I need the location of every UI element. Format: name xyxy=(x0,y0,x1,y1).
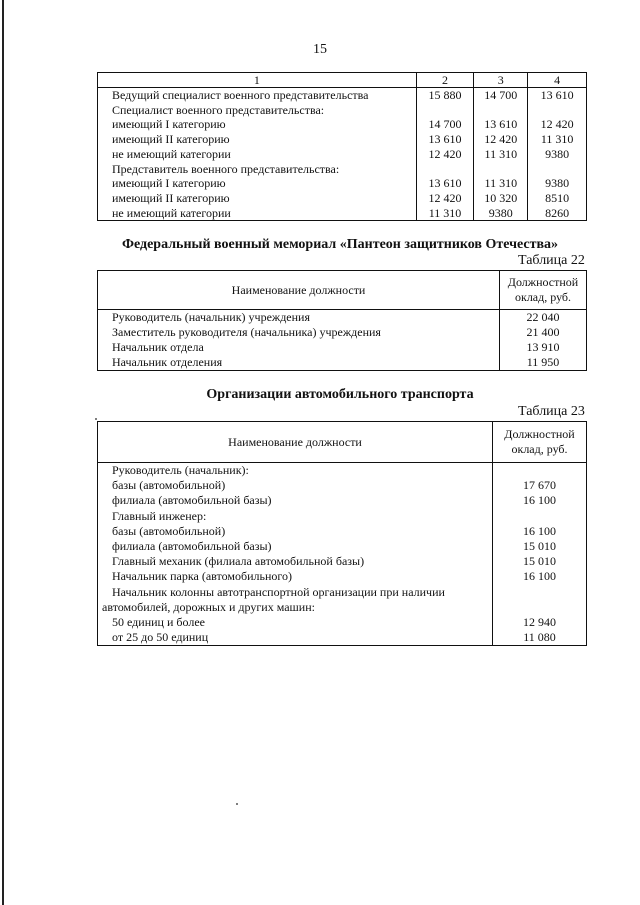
table-row xyxy=(98,539,587,554)
salary-cell: 11 310 xyxy=(416,206,474,221)
salary-cell: 12 420 xyxy=(540,117,574,132)
salary-cell xyxy=(528,103,587,118)
position-name-cell: не имеющий категории xyxy=(98,206,417,221)
salary-cell: 10 320 xyxy=(474,191,528,206)
table-header-row xyxy=(98,271,587,310)
scan-speck xyxy=(95,418,97,420)
salary-cell: 11 310 xyxy=(474,147,528,162)
table-row xyxy=(98,206,587,221)
table-row xyxy=(98,463,587,479)
section-title-auto-transport: Организации автомобильного транспорта xyxy=(206,387,474,402)
salary-cell: 17 670 xyxy=(523,478,557,493)
position-name-cell: не имеющий категории xyxy=(98,147,417,162)
position-name-cell: Руководитель (начальник) учреждения xyxy=(98,310,500,326)
table-label-23: Таблица 23 xyxy=(518,404,585,419)
salary-cell xyxy=(493,600,587,615)
position-name-text: Начальник колонны автотранспортной организации при наличии xyxy=(112,584,445,599)
table-row xyxy=(98,569,587,584)
salary-cell xyxy=(493,463,587,479)
salary-cell: 8510 xyxy=(545,190,570,205)
table-header-row xyxy=(98,73,587,88)
continuation-table xyxy=(97,72,587,221)
position-name-text: автомобилей, дорожных и других машин: xyxy=(102,599,315,614)
position-name-cell: Начальник парка (автомобильного) xyxy=(98,569,493,584)
position-name-cell: филиала (автомобильной базы) xyxy=(98,493,493,508)
salary-cell: 12 420 xyxy=(416,191,474,206)
salary-cell xyxy=(416,103,474,118)
salary-cell: 11 080 xyxy=(523,630,556,645)
table-row xyxy=(98,117,587,132)
column-header: 4 xyxy=(528,73,587,88)
position-name-cell: имеющий II категорию xyxy=(98,191,417,206)
salary-cell: 8260 xyxy=(545,205,570,220)
column-header-salary: Должностной оклад, руб. xyxy=(493,422,587,463)
salary-cell: 13 910 xyxy=(526,340,560,354)
salary-cell: 13 610 xyxy=(540,88,574,102)
table-label-22: Таблица 22 xyxy=(518,253,585,268)
position-name-cell: базы (автомобильной) xyxy=(98,524,493,539)
salary-cell xyxy=(474,103,528,118)
salary-cell xyxy=(528,162,587,177)
position-name-cell: Представитель военного представительства: xyxy=(98,162,417,177)
column-header: 3 xyxy=(474,73,528,88)
table-row xyxy=(98,524,587,539)
table-row xyxy=(98,162,587,177)
salary-cell: 21 400 xyxy=(526,325,560,339)
page-number: 15 xyxy=(313,42,327,57)
scan-edge-line xyxy=(2,0,4,905)
table-row xyxy=(98,340,587,355)
scan-speck xyxy=(236,803,238,805)
salary-cell xyxy=(493,585,587,600)
table-row xyxy=(98,554,587,569)
table-row xyxy=(98,176,587,191)
table-row xyxy=(98,325,587,340)
column-header-salary: Должностной оклад, руб. xyxy=(500,271,587,310)
salary-cell: 16 100 xyxy=(523,523,557,538)
salary-cell: 13 610 xyxy=(416,176,474,191)
salary-cell: 12 420 xyxy=(416,147,474,162)
table-row xyxy=(98,310,587,326)
salary-cell: 14 700 xyxy=(416,117,474,132)
table-row xyxy=(98,132,587,147)
position-name-cell: Ведущий специалист военного представительства xyxy=(98,88,417,103)
salary-cell: 13 610 xyxy=(416,132,474,147)
table-row xyxy=(98,478,587,493)
salary-cell: 12 420 xyxy=(474,132,528,147)
table-row xyxy=(98,630,587,646)
position-name-cell: Главный инженер: xyxy=(98,509,493,524)
table-row xyxy=(98,103,587,118)
salary-cell: 11 950 xyxy=(526,355,560,369)
table-row xyxy=(98,355,587,371)
position-name-cell: Руководитель (начальник): xyxy=(98,463,493,479)
salary-cell: 15 010 xyxy=(523,554,557,569)
salary-cell: 9380 xyxy=(545,146,570,161)
position-name-cell: от 25 до 50 единиц xyxy=(98,630,493,646)
position-name-cell: Начальник отдела xyxy=(98,340,500,355)
salary-cell: 14 700 xyxy=(474,88,528,103)
salary-cell xyxy=(474,162,528,177)
section-title-pantheon: Федеральный военный мемориал «Пантеон защитников Отечества» xyxy=(121,237,559,252)
position-name-cell xyxy=(98,585,493,600)
salary-cell: 22 040 xyxy=(526,310,560,324)
table-header-row xyxy=(98,422,587,463)
table-row xyxy=(98,493,587,508)
position-name-cell: имеющий I категорию xyxy=(98,117,417,132)
column-header-position: Наименование должности xyxy=(98,422,493,463)
column-header: 2 xyxy=(416,73,474,88)
column-header-position: Наименование должности xyxy=(98,271,500,310)
position-name-cell: базы (автомобильной) xyxy=(98,478,493,493)
table-row xyxy=(98,191,587,206)
column-header: 1 xyxy=(98,73,417,88)
salary-cell: 16 100 xyxy=(523,569,557,584)
table-row xyxy=(98,585,587,600)
salary-cell: 11 310 xyxy=(540,132,574,147)
salary-cell: 13 610 xyxy=(474,117,528,132)
salary-cell: 9380 xyxy=(474,206,528,221)
table-row xyxy=(98,615,587,630)
position-name-cell: Главный механик (филиала автомобильной базы) xyxy=(98,554,493,569)
salary-cell: 16 100 xyxy=(523,493,557,508)
salary-cell: 15 880 xyxy=(416,88,474,103)
table-row xyxy=(98,147,587,162)
position-name-cell: филиала (автомобильной базы) xyxy=(98,539,493,554)
salary-cell: 12 940 xyxy=(523,615,557,630)
position-name-cell: имеющий I категорию xyxy=(98,176,417,191)
table-23 xyxy=(97,421,587,646)
salary-cell xyxy=(416,162,474,177)
salary-cell: 9380 xyxy=(545,176,570,191)
position-name-cell xyxy=(98,600,493,615)
table-22 xyxy=(97,270,587,371)
salary-cell: 15 010 xyxy=(523,539,557,554)
position-name-cell: 50 единиц и более xyxy=(98,615,493,630)
position-name-cell: Заместитель руководителя (начальника) учреждения xyxy=(98,325,500,340)
salary-cell: 11 310 xyxy=(474,176,528,191)
table-row xyxy=(98,600,587,615)
position-name-cell: имеющий II категорию xyxy=(98,132,417,147)
salary-cell xyxy=(493,509,587,524)
position-name-cell: Начальник отделения xyxy=(98,355,500,371)
position-name-cell: Специалист военного представительства: xyxy=(98,103,417,118)
table-row xyxy=(98,88,587,103)
table-row xyxy=(98,509,587,524)
